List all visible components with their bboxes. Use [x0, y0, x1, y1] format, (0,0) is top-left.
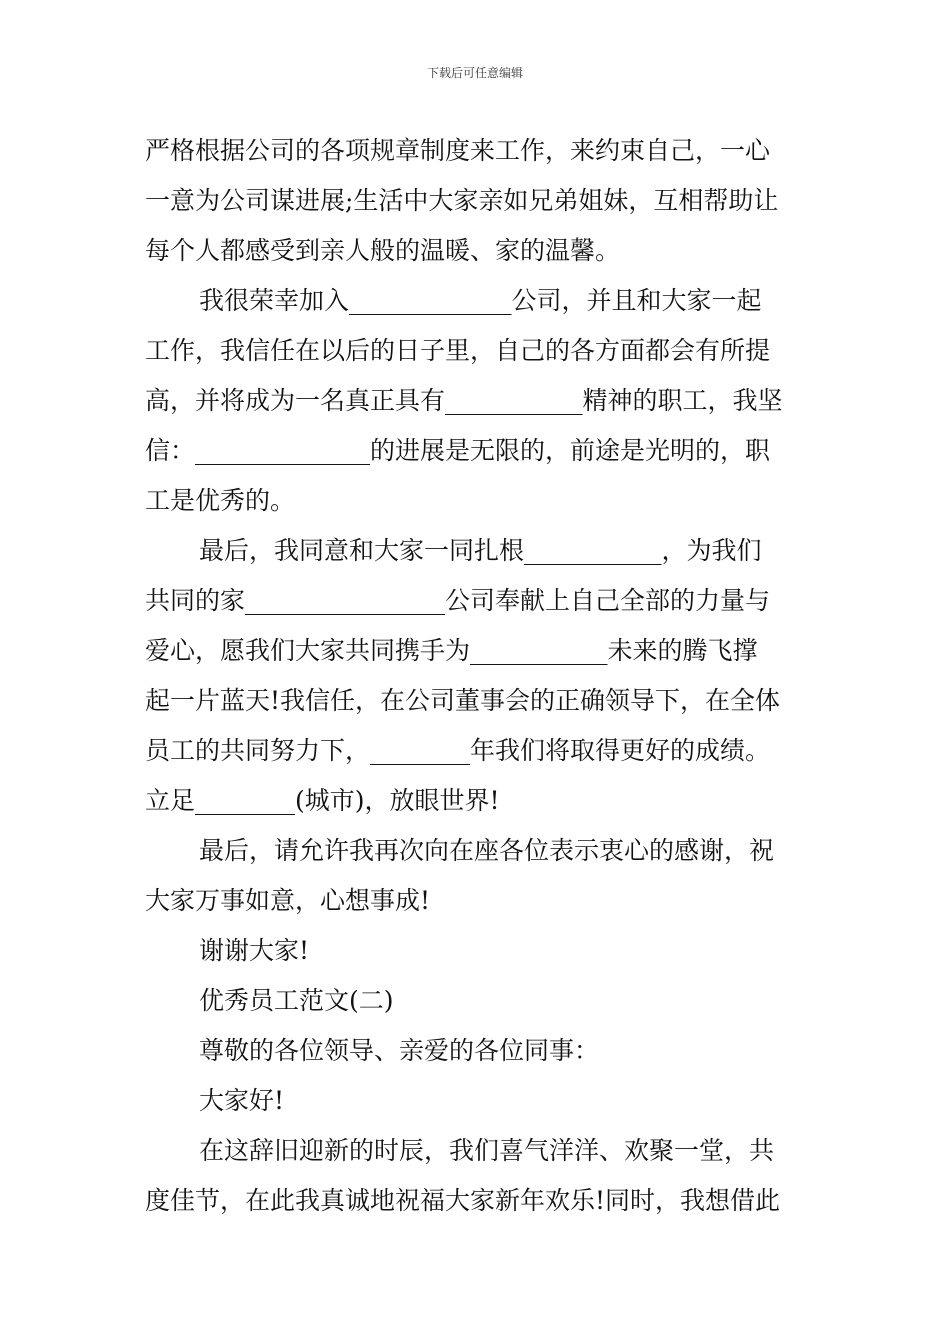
text-line: 共同的家________________公司奉献上自己全部的力量与: [145, 586, 771, 615]
text-line: 高，并将成为一名真正具有___________精神的职工，我坚: [145, 386, 783, 415]
section-title: 优秀员工范文(二): [199, 986, 394, 1015]
greeting-line: 大家好!: [199, 1086, 285, 1115]
text-line: 一意为公司谋进展;生活中大家亲如兄弟姐妹，互相帮助让: [145, 186, 779, 215]
text-line: 严格根据公司的各项规章制度来工作，来约束自己，一心: [145, 136, 771, 165]
closing-line: 谢谢大家!: [199, 936, 310, 965]
document-body: [145, 126, 807, 1226]
text-line: 员工的共同努力下，________年我们将取得更好的成绩。: [145, 736, 771, 765]
text-line: 度佳节，在此我真诚地祝福大家新年欢乐!同时，我想借此: [145, 1186, 781, 1215]
paragraph-start-line: 最后，我同意和大家一同扎根___________，为我们: [199, 536, 762, 565]
text-line: 起一片蓝天!我信任，在公司董事会的正确领导下，在全体: [145, 686, 781, 715]
text-line: 信：______________的进展是无限的，前途是光明的，职: [145, 436, 771, 465]
text-line: 每个人都感受到亲人般的温暖、家的温馨。: [145, 236, 621, 265]
text-line: 立足________(城市)，放眼世界!: [145, 786, 500, 815]
text-line: 工作，我信任在以后的日子里，自己的各方面都会有所提: [145, 336, 771, 365]
paragraph-start-line: 在这辞旧迎新的时辰，我们喜气洋洋、欢聚一堂，共: [199, 1136, 775, 1165]
paragraph-start-line: 我很荣幸加入_____________公司，并且和大家一起: [199, 286, 762, 315]
salutation-line: 尊敬的各位领导、亲爱的各位同事：: [199, 1036, 600, 1065]
text-line: 工是优秀的。: [145, 486, 296, 515]
text-line: 爱心，愿我们大家共同携手为___________未来的腾飞撑: [145, 636, 758, 665]
page-header: 下载后可任意编辑: [426, 66, 523, 80]
paragraph-start-line: 最后，请允许我再次向在座各位表示衷心的感谢，祝: [199, 836, 775, 865]
text-line: 大家万事如意，心想事成!: [145, 886, 431, 915]
